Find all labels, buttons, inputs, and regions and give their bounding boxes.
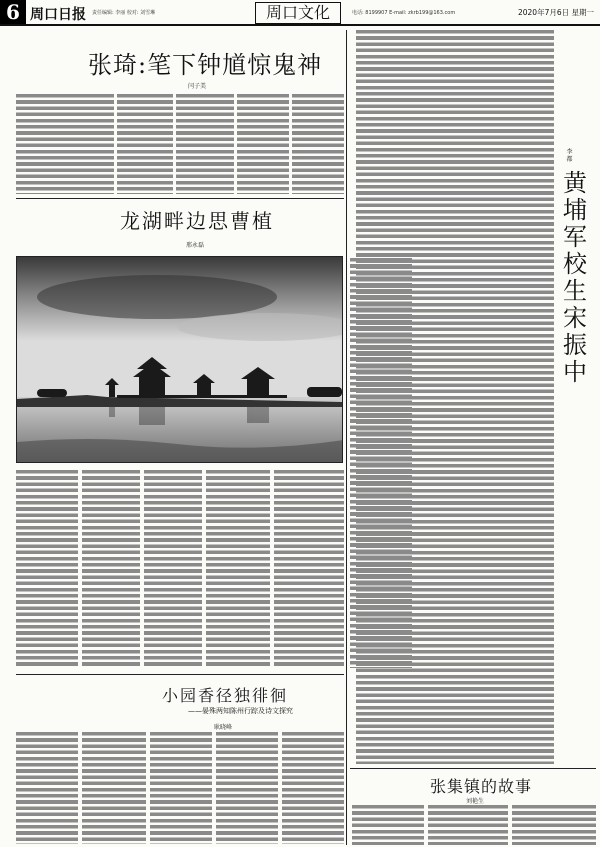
page-number: 6 (0, 0, 26, 24)
subhead-yan-shu: ——晏殊两知陈州行踪及诗文探究 (188, 707, 293, 715)
headline-cao-zhi: 龙湖畔边思曹植 (120, 209, 274, 233)
body-text (274, 470, 344, 668)
body-text (356, 30, 554, 764)
body-text (144, 470, 202, 668)
body-text (237, 94, 289, 194)
body-text (82, 470, 140, 668)
body-text (150, 732, 212, 844)
body-text (216, 732, 278, 844)
rule (16, 198, 344, 199)
rule (16, 674, 344, 675)
body-text (16, 732, 78, 844)
page-header (0, 0, 600, 26)
body-text (206, 470, 270, 668)
body-text (82, 732, 146, 844)
byline-yan-shu: 耿晓峰 (214, 724, 233, 731)
body-text (428, 805, 508, 845)
lake-pavilion-photo (16, 256, 343, 463)
contact-info: 电话: 8199907 E-mail: zkrb199@163.com (352, 10, 456, 16)
issue-date: 2020年7月6日 星期一 (517, 8, 594, 17)
rule (350, 768, 596, 769)
body-text (16, 470, 78, 668)
body-text (117, 94, 173, 194)
section-title: 周口文化 (255, 2, 341, 24)
body-text (292, 94, 344, 194)
paper-name: 周口日报 (30, 7, 86, 23)
body-text (512, 805, 596, 845)
byline-zhang-qi: 闫子美 (188, 83, 207, 90)
headline-yan-shu: 小园香径独徘徊 (162, 686, 289, 705)
headline-song-zhenzhong: 黄埔军校生宋振中 (563, 169, 587, 386)
column-divider (346, 30, 347, 845)
body-text (176, 94, 234, 194)
body-text (16, 94, 114, 194)
body-text (282, 732, 344, 844)
byline-song-zhenzhong: 李 都 (565, 148, 572, 162)
body-text (352, 805, 424, 845)
headline-zhang-qi: 张琦:笔下钟馗惊鬼神 (88, 51, 323, 79)
headline-zhangji-town: 张集镇的故事 (430, 777, 533, 796)
byline-cao-zhi: 邢永磊 (186, 242, 205, 249)
editor-info: 责任编辑: 李丽 校对: 刘雪琳 (92, 10, 156, 16)
byline-zhangji-town: 刘艳生 (466, 798, 485, 805)
